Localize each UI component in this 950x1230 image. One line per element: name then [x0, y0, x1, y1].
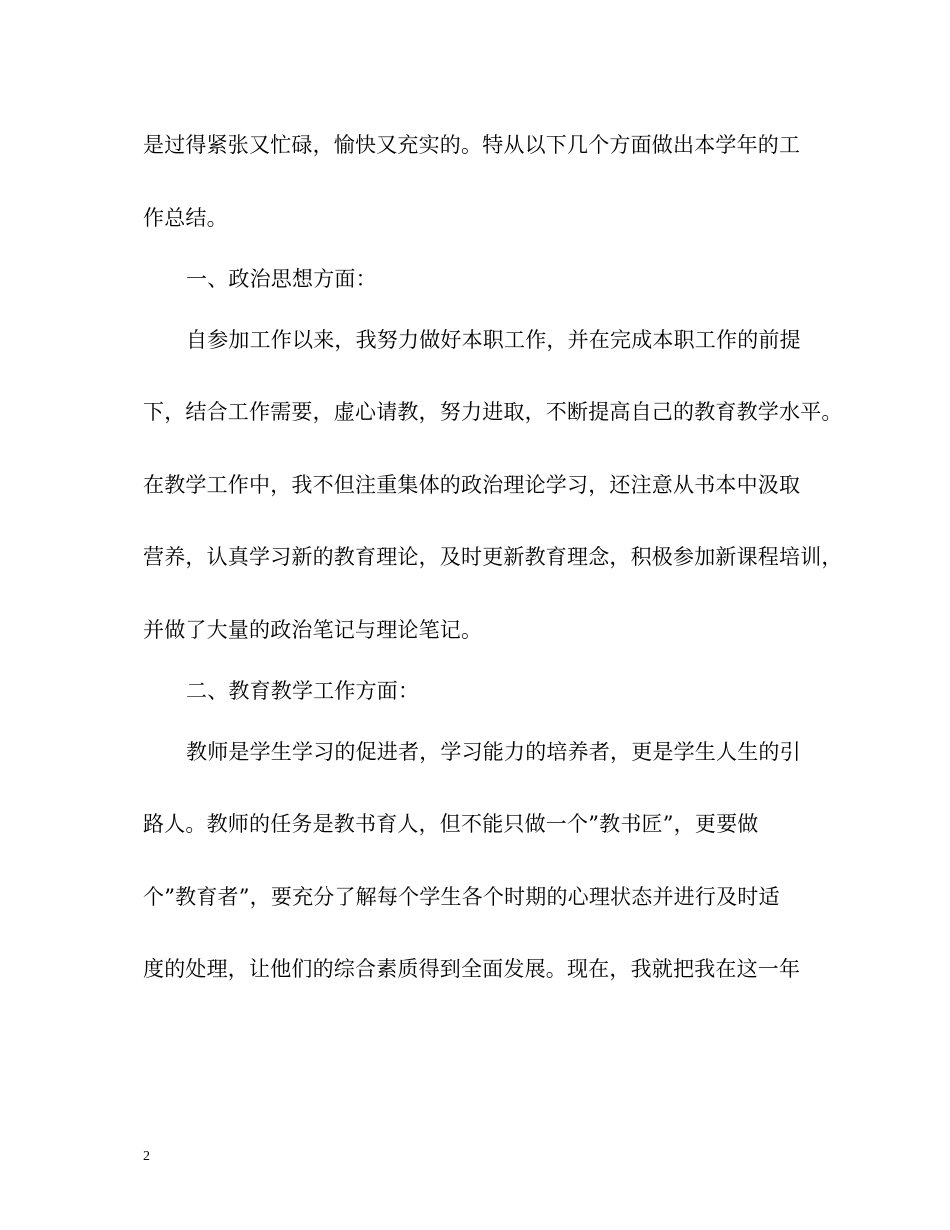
body-line: 度的处理，让他们的综合素质得到全面发展。现在，我就把我在这一年: [143, 957, 801, 981]
body-line: 作总结。: [143, 206, 228, 230]
body-line: 自参加工作以来，我努力做好本职工作，并在完成本职工作的前提: [186, 328, 801, 352]
body-line: 并做了大量的政治笔记与理论笔记。: [143, 618, 483, 642]
body-line: 教师是学生学习的促进者，学习能力的培养者，更是学生人生的引: [186, 740, 801, 764]
body-line: 个”教育者”，要充分了解每个学生各个时期的心理状态并进行及时适: [143, 885, 780, 909]
body-line: 下，结合工作需要，虚心请教，努力进取，不断提高自己的教育教学水平。: [143, 400, 843, 424]
section-heading-teaching: 二、教育教学工作方面：: [186, 679, 420, 703]
section-heading-political: 一、政治思想方面：: [186, 267, 377, 291]
body-line: 在教学工作中，我不但注重集体的政治理论学习，还注意从书本中汲取: [143, 473, 801, 497]
page-number: 2: [143, 1149, 150, 1164]
body-line: 是过得紧张又忙碌，愉快又充实的。特从以下几个方面做出本学年的工: [143, 133, 801, 157]
body-line: 路人。教师的任务是教书育人，但不能只做一个”教书匠”，更要做: [143, 812, 759, 836]
body-line: 营养，认真学习新的教育理论，及时更新教育理念，积极参加新课程培训，: [143, 545, 843, 569]
